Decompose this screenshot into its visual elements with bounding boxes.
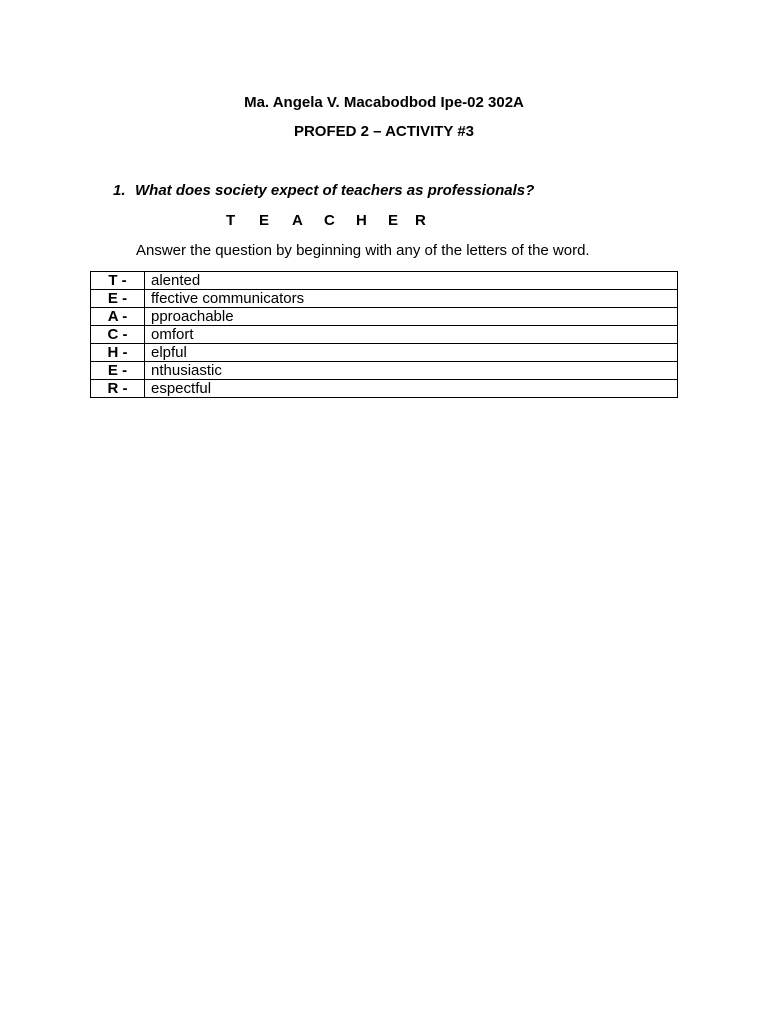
row-answer: ffective communicators [145, 290, 678, 308]
row-answer: elpful [145, 344, 678, 362]
question-number: 1. [113, 182, 126, 199]
word-letter: C [324, 212, 335, 229]
row-letter: E - [91, 290, 145, 308]
row-letter: C - [91, 326, 145, 344]
word-letter: E [388, 212, 399, 229]
word-letter: T [226, 212, 236, 229]
word-letter: H [356, 212, 367, 229]
row-letter: A - [91, 308, 145, 326]
row-letter: H - [91, 344, 145, 362]
instruction-text: Answer the question by beginning with any of the letters of the word. [136, 242, 590, 259]
teacher-word [226, 212, 426, 229]
question-text: What does society expect of teachers as professionals? [135, 182, 535, 199]
table-row [91, 308, 678, 326]
row-answer: nthusiastic [145, 362, 678, 380]
question [113, 182, 534, 199]
acrostic-table [90, 271, 678, 398]
row-answer: espectful [145, 380, 678, 398]
table-row [91, 290, 678, 308]
table-row [91, 380, 678, 398]
row-answer: pproachable [145, 308, 678, 326]
row-letter: R - [91, 380, 145, 398]
row-answer: omfort [145, 326, 678, 344]
word-letter: A [292, 212, 303, 229]
word-letter: E [259, 212, 270, 229]
table-row [91, 272, 678, 290]
row-letter: E - [91, 362, 145, 380]
row-letter: T - [91, 272, 145, 290]
word-letter: R [415, 212, 426, 229]
activity-title: PROFED 2 – ACTIVITY #3 [293, 123, 475, 140]
table-row [91, 326, 678, 344]
table-row [91, 362, 678, 380]
author-line: Ma. Angela V. Macabodbod Ipe-02 302A [244, 94, 524, 111]
table-row [91, 344, 678, 362]
row-answer: alented [145, 272, 678, 290]
